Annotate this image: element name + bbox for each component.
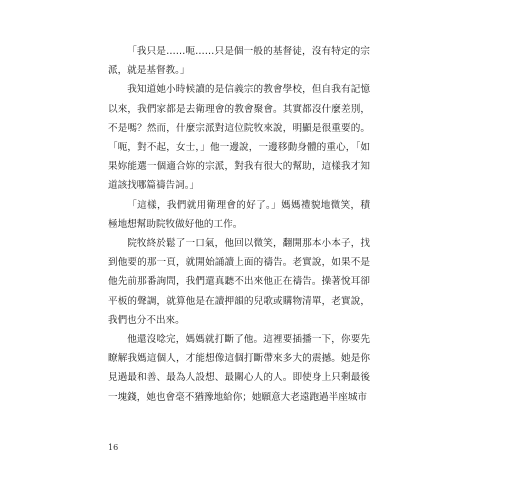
body-text bbox=[108, 42, 370, 407]
paragraph: 「這樣，我們就用衛理會的好了。」媽媽禮貌地微笑，積極地想幫助院牧做好他的工作。 bbox=[108, 199, 370, 230]
paragraph: 「我只是……呃……只是個一般的基督徒，沒有特定的宗派，就是基督教。」 bbox=[108, 46, 370, 77]
paragraph: 我知道她小時候讀的是信義宗的教會學校，但自我有記憶以來，我們家都是去衛理會的教會聚會。其實都沒什麼差別，不是嗎？然而，什麼宗派對這位院牧來說，明顯是很重要的。「呃，對不起，女士，」他一邊說，一邊移動身體的重心，「如果妳能選一個適合妳的宗派，對我有很大的幫助，這樣我才知道該找哪篇禱告詞。」 bbox=[108, 84, 370, 192]
paragraph: 院牧終於鬆了一口氣，他回以微笑，翻開那本小本子，找到他要的那一頁，就開始誦讀上面的禱告。老實說，如果不是他先前那番詢問，我們還真聽不出來他正在禱告。操著悅耳卻平板的聲調，就算他是在讀押韻的兒歌或購物清單，老實說，我們也分不出來。 bbox=[108, 238, 370, 326]
paragraph: 他還沒唸完，媽媽就打斷了他。這裡要插播一下，你要先瞭解我媽這個人，才能想像這個打斷帶來多大的震撼。她是你見過最和善、最為人設想、最關心人的人。即使身上只剩最後一塊錢，她也會毫不猶豫地給你；她願意大老遠跑過半座城市 bbox=[108, 334, 370, 403]
page-number: 16 bbox=[108, 443, 119, 452]
